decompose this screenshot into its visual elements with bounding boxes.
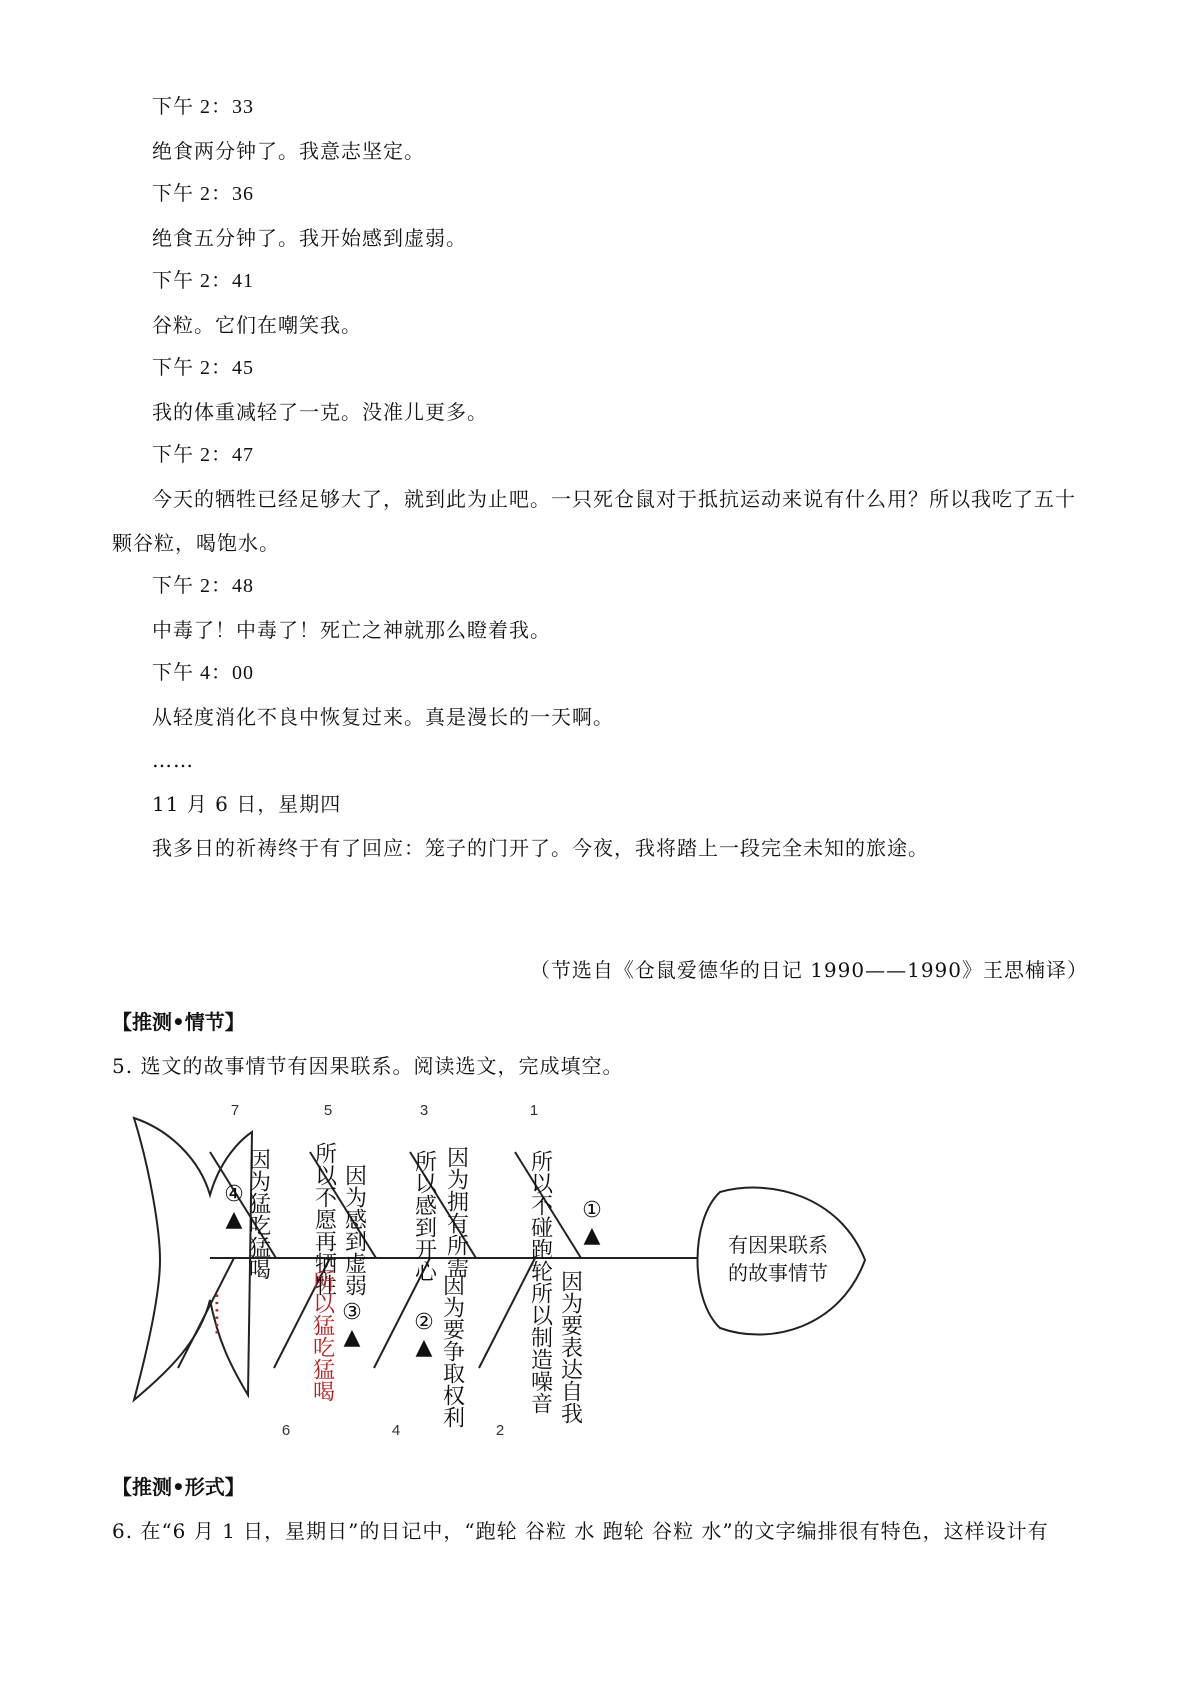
- cause-text: 因为要争取权利: [439, 1274, 465, 1428]
- ellipsis: ……: [152, 748, 194, 772]
- diary-entry: 我多日的祈祷终于有了回应：笼子的门开了。今夜，我将踏上一段完全未知的旅途。: [152, 836, 929, 860]
- diary-time: 下午 2：36: [152, 183, 254, 205]
- diary-entry: 绝食五分钟了。我开始感到虚弱。: [152, 226, 467, 250]
- diary-entry: 绝食两分钟了。我意志坚定。: [152, 139, 425, 163]
- bone-number: 3: [419, 1102, 429, 1119]
- section-heading: 【推测•形式】: [112, 1475, 245, 1499]
- cause-text: 因为感到虚弱: [341, 1164, 367, 1296]
- question-6: 6. 在“6 月 1 日，星期日”的日记中，“跑轮 谷粒 水 跑轮 谷粒 水”的文字编排很有特色，这样设计有: [112, 1519, 1049, 1543]
- bone-number: 2: [495, 1422, 505, 1439]
- cause-text: 因为拥有所需: [443, 1146, 469, 1278]
- bone-number: 7: [230, 1102, 240, 1119]
- diary-time: 下午 2：33: [152, 96, 254, 118]
- diary-entry-continued: 颗谷粒，喝饱水。: [112, 531, 280, 555]
- blank-marker: ②▲: [411, 1310, 437, 1360]
- bone-number: 6: [281, 1422, 291, 1439]
- diary-time: 下午 2：47: [152, 444, 254, 466]
- diary-entry: 我的体重减轻了一克。没准儿更多。: [152, 400, 488, 424]
- fishbone-diagram: [130, 1100, 870, 1460]
- diary-date: 11 月 6 日，星期四: [152, 792, 342, 816]
- diary-entry: 今天的牺牲已经足够大了，就到此为止吧。一只死仓鼠对于抵抗运动来说有什么用？所以我吃了五十: [152, 487, 1076, 511]
- effect-text: 所以不愿再牺牲: [311, 1142, 337, 1296]
- bone-number: 5: [323, 1102, 333, 1119]
- blank-marker: ④▲: [221, 1182, 247, 1232]
- question-5: 5. 选文的故事情节有因果联系。阅读选文，完成填空。: [112, 1054, 624, 1078]
- diary-entry: 中毒了！中毒了！死亡之神就那么瞪着我。: [152, 618, 551, 642]
- bone-number: 1: [529, 1102, 539, 1119]
- cause-text: 因为要表达自我: [557, 1270, 583, 1424]
- diary-time: 下午 2：41: [152, 270, 254, 292]
- effect-text: 所以不碰跑轮: [527, 1150, 553, 1282]
- diary-entry: 从轻度消化不良中恢复过来。真是漫长的一天啊。: [152, 705, 614, 729]
- blank-marker: ③▲: [339, 1300, 365, 1350]
- diary-time: 下午 2：48: [152, 575, 254, 597]
- head-label-line1: 有因果联系: [728, 1233, 828, 1257]
- head-label-line2: 的故事情节: [728, 1261, 828, 1285]
- section-heading: 【推测•情节】: [112, 1010, 245, 1034]
- source-citation: （节选自《仓鼠爱德华的日记 1990——1990》王思楠译）: [529, 958, 1088, 982]
- ellipsis-dots: ……: [209, 1292, 235, 1336]
- bone-number: 4: [391, 1422, 401, 1439]
- diary-entry: 谷粒。它们在嘲笑我。: [152, 313, 362, 337]
- diary-time: 下午 4：00: [152, 662, 254, 684]
- cause-text: 因为猛吃猛喝: [245, 1148, 271, 1280]
- blank-marker: ①▲: [579, 1198, 605, 1248]
- effect-text: 所以猛吃猛喝: [309, 1270, 335, 1402]
- effect-text: 所以制造噪音: [527, 1282, 553, 1414]
- diary-time: 下午 2：45: [152, 357, 254, 379]
- effect-text: 所以感到开心: [411, 1150, 437, 1282]
